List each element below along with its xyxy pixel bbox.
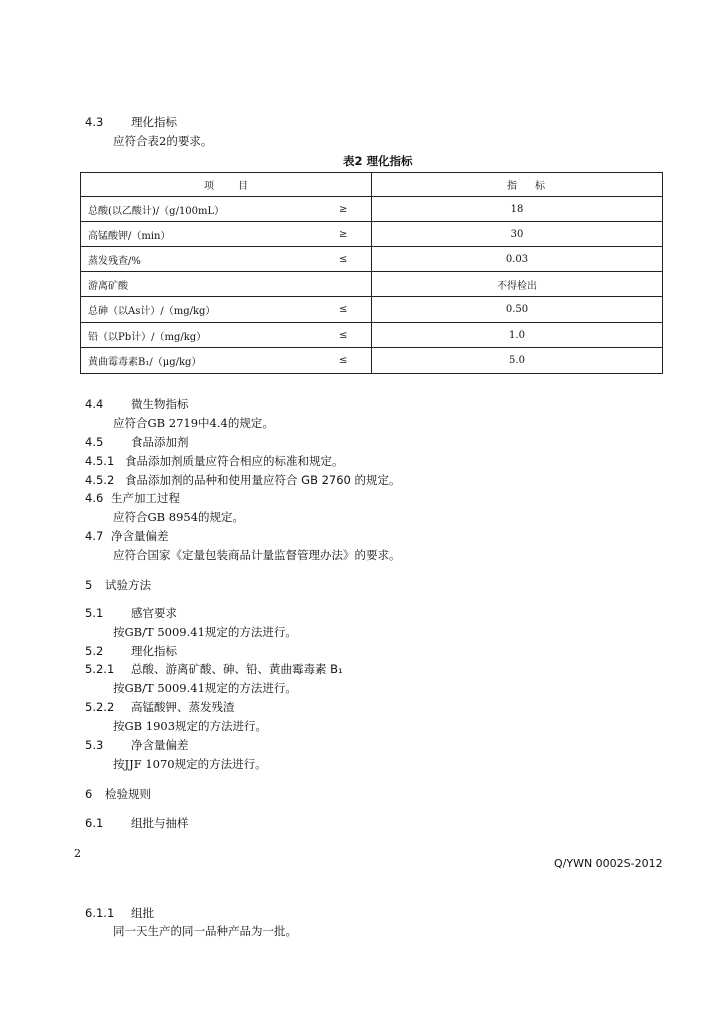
section-heading [85, 737, 189, 753]
row-value: 1.0 [509, 329, 525, 341]
chapter-number: 5 [85, 578, 93, 592]
row-item: 铅（以Pb计）/（mg/kg） [88, 331, 207, 343]
chapter-title: 检验规则 [105, 787, 151, 801]
section-number: 4.5.2 [85, 473, 115, 487]
chapter-number: 6 [85, 787, 93, 801]
section-body: 按GB/T 5009.41规定的方法进行。 [113, 681, 297, 695]
section-body: 按GB/T 5009.41规定的方法进行。 [113, 625, 297, 639]
row-value: 0.03 [505, 253, 529, 265]
section-title: 净含量偏差 [111, 529, 169, 543]
table-caption: 表2 理化指标 [343, 154, 413, 168]
section-title: 感官要求 [131, 606, 177, 620]
row-operator: ≤ [339, 355, 348, 366]
row-operator: ≤ [339, 304, 348, 315]
section-number: 6.1.1 [85, 906, 115, 920]
section-title: 理化指标 [131, 644, 177, 658]
row-value: 不得检出 [497, 280, 537, 292]
row-operator: ≥ [339, 228, 348, 240]
row-value: 18 [510, 203, 524, 215]
row-operator: ≤ [339, 329, 348, 341]
section-number: 4.4 [85, 397, 104, 411]
table-header-row [81, 173, 662, 197]
section-heading [85, 905, 154, 921]
section-number: 4.5 [85, 435, 104, 449]
section-heading [85, 605, 177, 621]
section-title: 组批与抽样 [131, 816, 189, 830]
section-body: 应符合国家《定量包装商品计量监督管理办法》的要求。 [113, 548, 401, 562]
row-item: 总砷（以As计）/（mg/kg） [88, 306, 216, 317]
row-item: 高锰酸钾/（min） [88, 230, 171, 242]
header-value: 指标 [507, 181, 563, 192]
physicochemical-table [80, 172, 663, 374]
section-title: 组批 [131, 906, 154, 920]
section-title: 理化指标 [131, 115, 177, 129]
row-value: 0.50 [505, 304, 529, 315]
section-body: 应符合表2的要求。 [113, 134, 213, 148]
table-row [81, 323, 662, 348]
row-operator: ≤ [339, 253, 348, 265]
header-item: 项目 [204, 181, 272, 192]
section-number: 4.7 [85, 529, 104, 543]
section-heading [85, 490, 180, 506]
table-row [81, 197, 662, 222]
table-row [81, 247, 662, 272]
chapter-heading [85, 786, 151, 802]
chapter-heading [85, 577, 151, 593]
section-heading [85, 114, 177, 130]
section-title: 生产加工过程 [111, 491, 180, 505]
table-row [81, 297, 662, 323]
row-operator: ≥ [339, 203, 348, 215]
table-row [81, 222, 662, 247]
row-item: 黄曲霉毒素B₁/（μg/kg） [88, 357, 202, 368]
section-heading [85, 472, 401, 488]
section-body: 应符合GB 8954的规定。 [113, 510, 245, 524]
row-item: 游离矿酸 [88, 280, 128, 292]
table-row [81, 272, 662, 297]
section-body: 同一天生产的同一品种产品为一批。 [113, 924, 297, 938]
section-title: 食品添加剂 [131, 435, 189, 449]
chapter-title: 试验方法 [105, 578, 151, 592]
section-title: 食品添加剂的品种和使用量应符合 GB 2760 的规定。 [125, 473, 401, 487]
page-number: 2 [74, 847, 81, 860]
section-heading [85, 396, 189, 412]
section-title: 食品添加剂质量应符合相应的标准和规定。 [125, 454, 344, 468]
section-heading [85, 815, 189, 831]
section-number: 6.1 [85, 816, 104, 830]
section-title: 总酸、游离矿酸、砷、铅、黄曲霉毒素 B₁ [131, 662, 343, 676]
row-value: 30 [510, 228, 524, 240]
document-code: Q/YWN 0002S-2012 [554, 857, 663, 870]
section-heading [85, 528, 169, 544]
section-number: 5.2 [85, 644, 104, 658]
section-number: 5.3 [85, 738, 104, 752]
section-title: 高锰酸钾、蒸发残渣 [131, 700, 235, 714]
table-row [81, 348, 662, 373]
section-heading [85, 453, 344, 469]
section-number: 5.2.2 [85, 700, 115, 714]
section-body: 按JJF 1070规定的方法进行。 [113, 757, 267, 771]
section-number: 5.1 [85, 606, 104, 620]
section-title: 净含量偏差 [131, 738, 189, 752]
section-title: 微生物指标 [131, 397, 189, 411]
section-heading [85, 699, 235, 715]
section-body: 按GB 1903规定的方法进行。 [113, 719, 268, 733]
section-heading [85, 643, 177, 659]
section-number: 4.6 [85, 491, 104, 505]
section-number: 5.2.1 [85, 662, 115, 676]
section-heading [85, 661, 343, 677]
row-item: 蒸发残查/% [88, 255, 141, 267]
section-number: 4.5.1 [85, 454, 115, 468]
row-value: 5.0 [509, 355, 525, 366]
section-number: 4.3 [85, 115, 104, 129]
section-heading [85, 434, 189, 450]
row-item: 总酸(以乙酸计)/（g/100mL） [88, 205, 225, 217]
section-body: 应符合GB 2719中4.4的规定。 [113, 416, 274, 430]
